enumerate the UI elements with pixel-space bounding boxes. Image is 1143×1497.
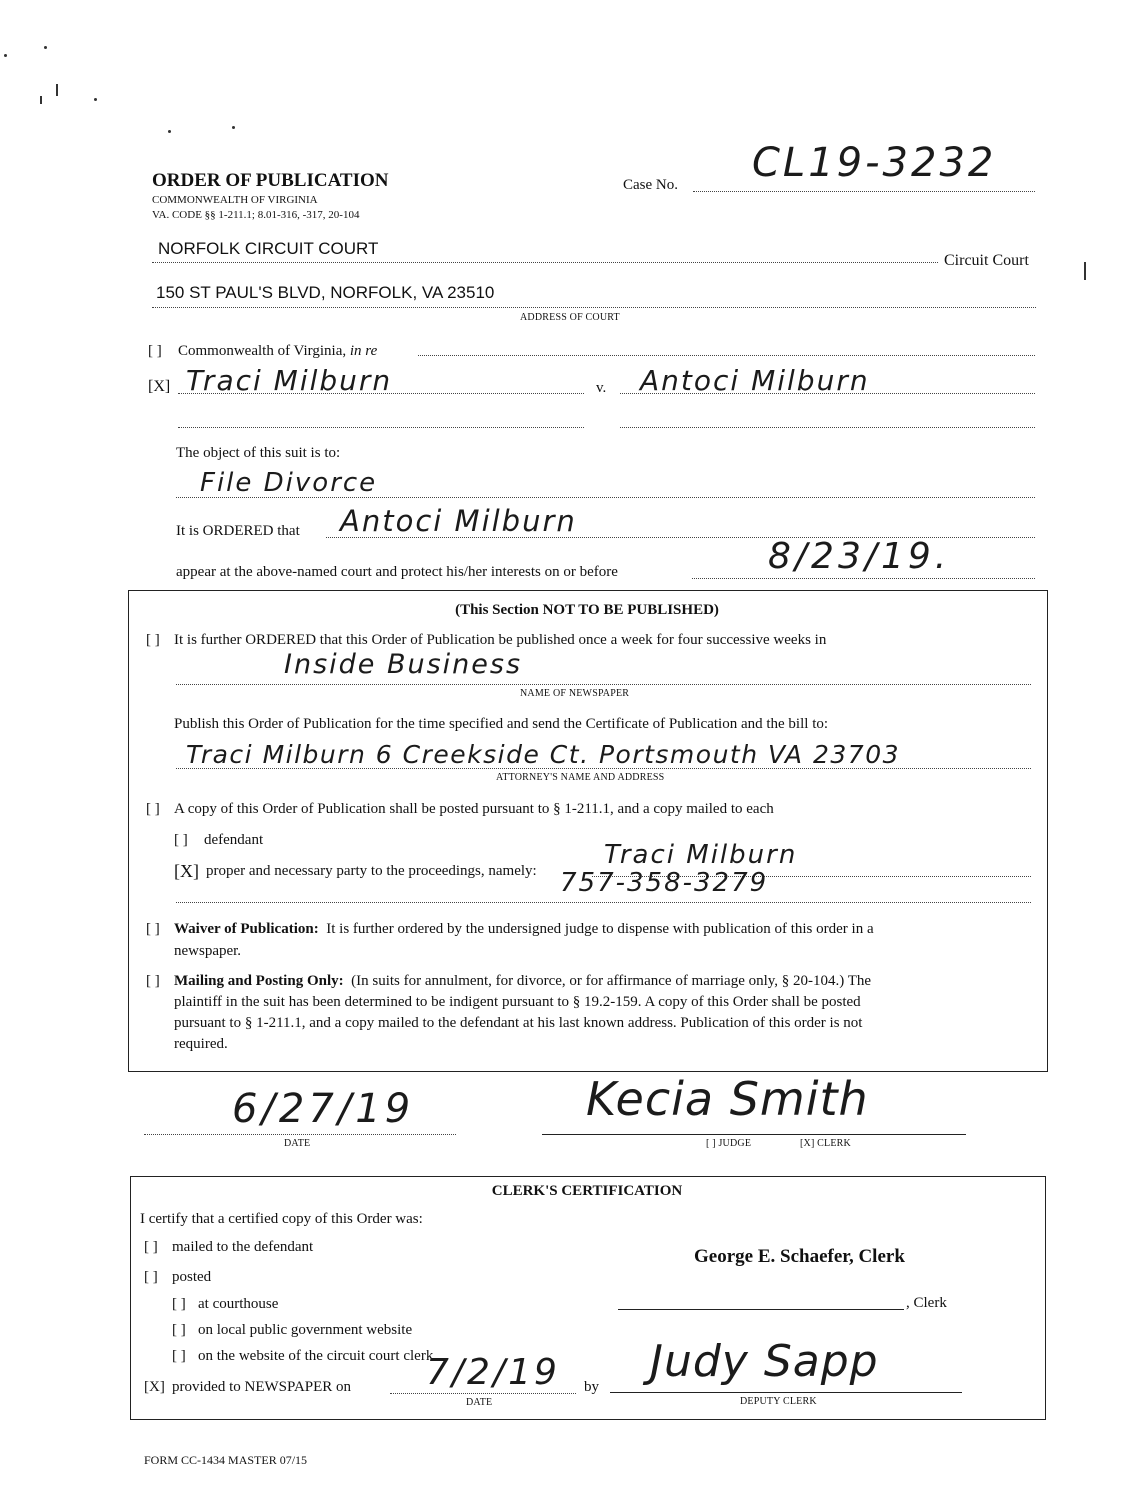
gov-website-label: on local public government website	[198, 1322, 413, 1338]
defendant-checkbox[interactable]: [ ]	[174, 832, 188, 848]
clerk-suffix: , Clerk	[906, 1295, 947, 1311]
circuit-court-suffix: Circuit Court	[944, 252, 1029, 269]
mailing-checkbox[interactable]: [ ]	[146, 973, 160, 989]
judge-checkbox[interactable]: [ ] JUDGE	[706, 1138, 752, 1149]
appear-date-line	[692, 578, 1035, 579]
plaintiff-extra-line	[178, 427, 584, 428]
case-number-value: CL19-3232	[752, 140, 997, 186]
form-title: ORDER OF PUBLICATION	[152, 170, 389, 191]
form-subtitle: COMMONWEALTH OF VIRGINIA	[152, 194, 318, 206]
newspaper-name: Inside Business	[284, 649, 523, 680]
party-phone-line	[176, 902, 1031, 903]
attorney-label: ATTORNEY'S NAME AND ADDRESS	[496, 772, 665, 783]
deputy-line	[610, 1392, 962, 1393]
posting-text: A copy of this Order of Publication shall be posted pursuant to § 1-211.1, and a copy mailed to each	[174, 801, 774, 817]
publish-order-text: It is further ORDERED that this Order of Publication be published once a week for four successive weeks in	[174, 632, 827, 648]
defendant-label: defendant	[204, 832, 264, 848]
object-value: File Divorce	[200, 468, 378, 498]
party-phone: 757-358-3279	[560, 868, 769, 898]
provided-date-label: DATE	[466, 1397, 493, 1408]
court-line	[152, 262, 938, 263]
order-date-line	[144, 1134, 456, 1135]
by-label: by	[584, 1379, 599, 1395]
defendant-name: Antoci Milburn	[640, 364, 870, 397]
mailing-text-4: required.	[174, 1036, 228, 1052]
ordered-name: Antoci Milburn	[340, 504, 577, 538]
object-line	[176, 497, 1035, 498]
courthouse-checkbox[interactable]: [ ]	[172, 1296, 186, 1312]
defendant-extra-line	[620, 427, 1035, 428]
clerk-line	[618, 1309, 904, 1310]
case-number-line	[693, 191, 1035, 192]
provided-date-line	[390, 1393, 576, 1394]
party-checkbox[interactable]: [X]	[174, 861, 199, 881]
appear-date: 8/23/19.	[768, 536, 951, 577]
court-address: 150 ST PAUL'S BLVD, NORFOLK, VA 23510	[156, 283, 495, 302]
scan-speck	[232, 126, 235, 129]
waiver-text-line-1	[174, 920, 874, 938]
scan-speck	[44, 46, 47, 49]
party-name: Traci Milburn	[604, 840, 798, 870]
appear-text: appear at the above-named court and protect his/her interests on or before	[176, 564, 618, 580]
mailed-checkbox[interactable]: [ ]	[144, 1239, 158, 1255]
defendant-line	[620, 393, 1035, 394]
plaintiff-name: Traci Milburn	[186, 364, 393, 397]
waiver-text-1: It is further ordered by the undersigned judge to dispense with publication of this order in a	[326, 921, 874, 937]
newspaper-provided-label: provided to NEWSPAPER on	[172, 1379, 352, 1395]
provided-date: 7/2/19	[426, 1352, 560, 1393]
clerk-name: George E. Schaefer, Clerk	[694, 1246, 905, 1267]
ordered-label: It is ORDERED that	[176, 523, 300, 539]
newspaper-line	[176, 684, 1031, 685]
not-published-heading: (This Section NOT TO BE PUBLISHED)	[455, 602, 719, 618]
case-number-label: Case No.	[623, 177, 678, 193]
deputy-clerk-signature: Judy Sapp	[650, 1336, 879, 1387]
courthouse-label: at courthouse	[198, 1296, 279, 1312]
order-date-label: DATE	[284, 1138, 311, 1149]
address-line	[152, 307, 1036, 308]
scan-speck	[168, 130, 171, 133]
commonwealth-checkbox[interactable]: [ ]	[148, 343, 162, 359]
scan-speck	[56, 84, 58, 96]
clerk-checkbox[interactable]: [X] CLERK	[800, 1138, 851, 1149]
commonwealth-label	[178, 342, 377, 360]
posted-label: posted	[172, 1269, 212, 1285]
mailing-title: Mailing and Posting Only:	[174, 973, 344, 989]
commonwealth-text: Commonwealth of Virginia,	[178, 343, 350, 359]
mailing-text-1: (In suits for annulment, for divorce, or for affirmance of marriage only, § 20-104.) The	[351, 973, 872, 989]
posted-checkbox[interactable]: [ ]	[144, 1269, 158, 1285]
scan-speck	[94, 98, 97, 101]
mailing-text-3: pursuant to § 1-211.1, and a copy mailed to the defendant at his last known address. Publication of this order is not	[174, 1015, 863, 1031]
in-re-line	[418, 355, 1035, 356]
newspaper-label: NAME OF NEWSPAPER	[520, 688, 630, 699]
scan-speck	[40, 96, 42, 104]
gov-website-checkbox[interactable]: [ ]	[172, 1322, 186, 1338]
order-date: 6/27/19	[232, 1086, 415, 1132]
object-label: The object of this suit is to:	[176, 445, 341, 461]
party-label: proper and necessary party to the proceedings, namely:	[206, 863, 537, 879]
waiver-checkbox[interactable]: [ ]	[146, 921, 160, 937]
attorney-line	[176, 768, 1031, 769]
plaintiff-line	[178, 393, 584, 394]
deputy-clerk-label: DEPUTY CLERK	[740, 1396, 817, 1407]
scan-speck	[1084, 262, 1086, 280]
address-of-court-label: ADDRESS OF COURT	[520, 312, 620, 323]
newspaper-checkbox[interactable]: [X]	[144, 1379, 165, 1395]
publish-checkbox[interactable]: [ ]	[146, 632, 160, 648]
clerk-website-label: on the website of the circuit court clerk	[198, 1348, 434, 1364]
certification-intro: I certify that a certified copy of this Order was:	[140, 1211, 423, 1227]
signature-line	[542, 1134, 966, 1135]
attorney-name-address: Traci Milburn 6 Creekside Ct. Portsmouth VA 23703	[186, 740, 901, 769]
clerk-website-checkbox[interactable]: [ ]	[172, 1348, 186, 1364]
versus-label: v.	[596, 380, 607, 396]
waiver-text-2: newspaper.	[174, 943, 242, 959]
form-number: FORM CC-1434 MASTER 07/15	[144, 1453, 308, 1467]
waiver-title: Waiver of Publication:	[174, 921, 319, 937]
court-name: NORFOLK CIRCUIT COURT	[158, 239, 379, 258]
clerk-certification-heading: CLERK'S CERTIFICATION	[491, 1183, 683, 1199]
plaintiff-checkbox[interactable]: [X]	[148, 378, 171, 395]
publish-instructions: Publish this Order of Publication for the time specified and send the Certificate of Publication and the bill to:	[174, 716, 829, 732]
posting-checkbox[interactable]: [ ]	[146, 801, 160, 817]
in-re-text: in re	[349, 343, 378, 359]
mailing-text-line-1	[174, 972, 871, 990]
mailing-text-2: plaintiff in the suit has been determined to be indigent pursuant to § 19.2-159. A copy of this Order shall be posted	[174, 994, 861, 1010]
va-code: VA. CODE §§ 1-211.1; 8.01-316, -317, 20-104	[152, 209, 360, 221]
judge-clerk-signature: Kecia Smith	[586, 1072, 869, 1126]
scan-speck	[4, 54, 7, 57]
mailed-label: mailed to the defendant	[172, 1239, 314, 1255]
